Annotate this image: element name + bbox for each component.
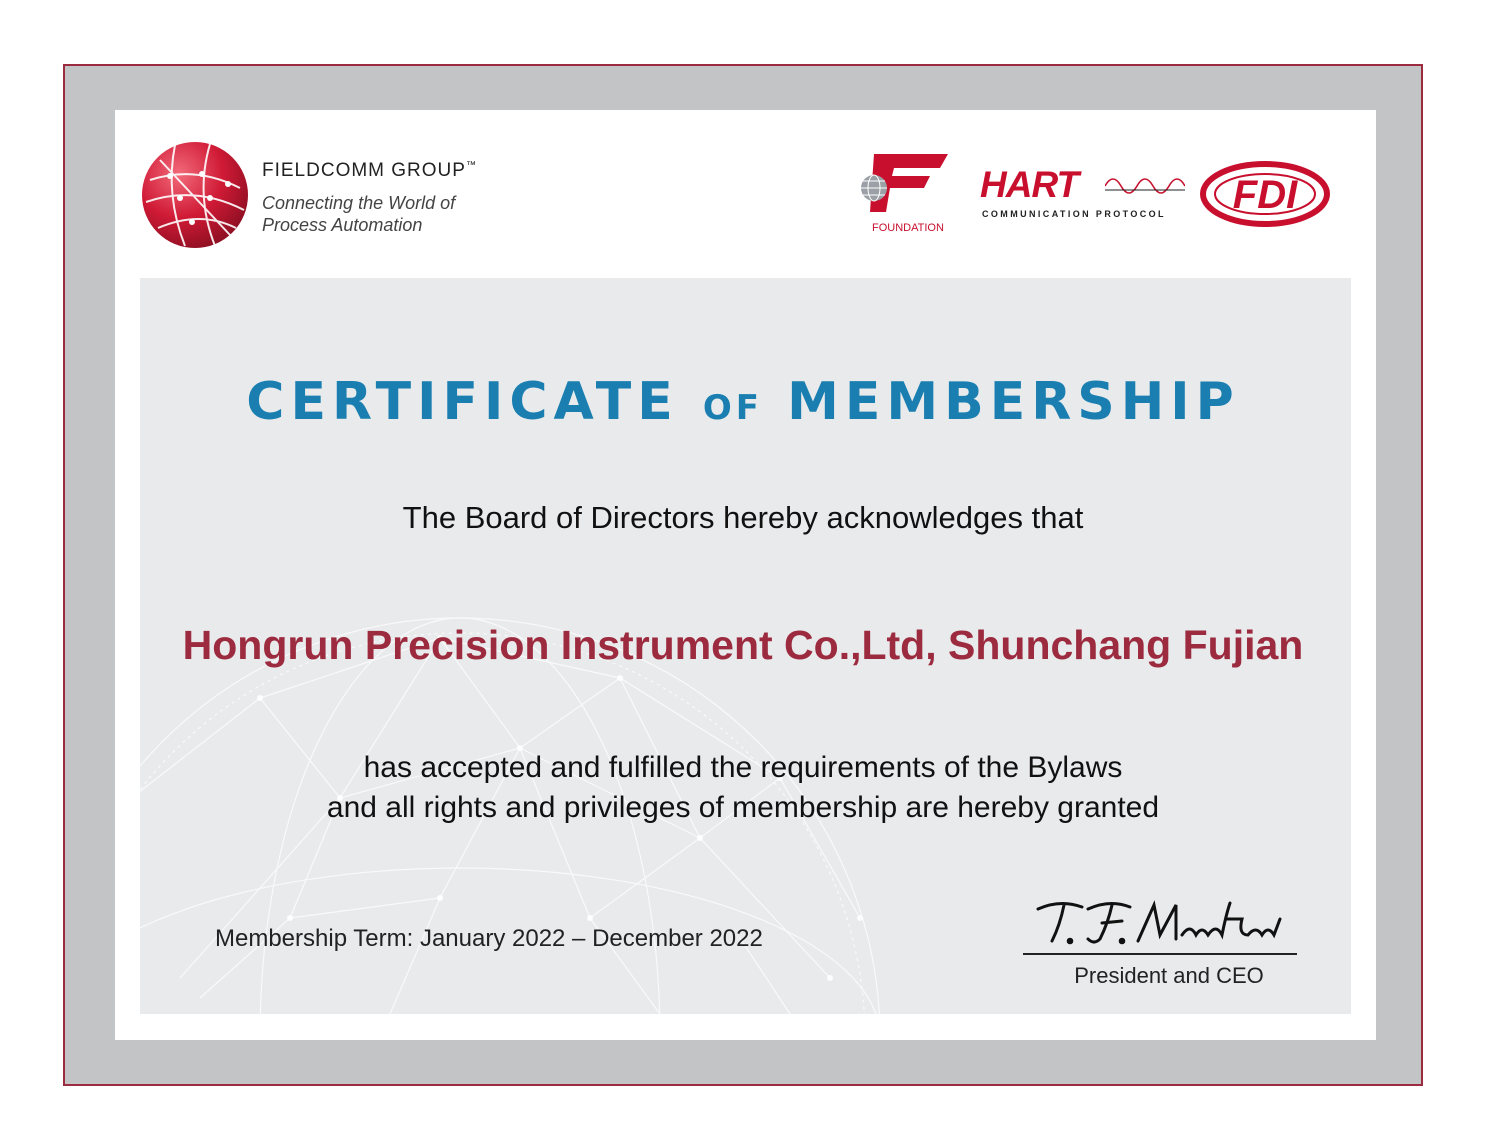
grant-line-1: has accepted and fulfilled the requirements of the Bylaws [363,751,1123,784]
hart-logo-text: HART [980,164,1079,205]
signature [1030,895,1290,955]
member-name: Hongrun Precision Instrument Co.,Ltd, Shunchang Fujian [182,622,1304,668]
hart-wave-icon [1105,168,1185,204]
org-tagline-line1: Connecting the World of [262,193,456,213]
grant-statement [0,748,1486,828]
acknowledgement-text: The Board of Directors hereby acknowledges that [402,500,1084,535]
hart-subtitle: COMMUNICATION PROTOCOL [982,209,1166,219]
grant-line-2: and all rights and privileges of membership are hereby granted [326,791,1160,824]
membership-term: Membership Term: January 2022 – December 2022 [215,925,763,952]
title-word-of: OF [702,388,763,428]
trademark-mark: ™ [465,160,477,171]
org-tagline [262,192,455,236]
title-word-certificate: CERTIFICATE [246,372,679,432]
org-name: FIELDCOMM GROUP™ [262,160,477,181]
signer-title: President and CEO [1074,963,1264,988]
org-tagline-line2: Process Automation [262,215,423,235]
foundation-logo [860,152,952,220]
fieldcomm-globe-logo [140,140,250,250]
certificate-title [0,372,1486,432]
fdi-logo-text: FDI [1232,173,1298,217]
foundation-label: FOUNDATION [872,222,944,234]
title-word-membership: MEMBERSHIP [787,372,1240,432]
signature-line [1023,953,1297,955]
fdi-logo [1200,160,1330,230]
